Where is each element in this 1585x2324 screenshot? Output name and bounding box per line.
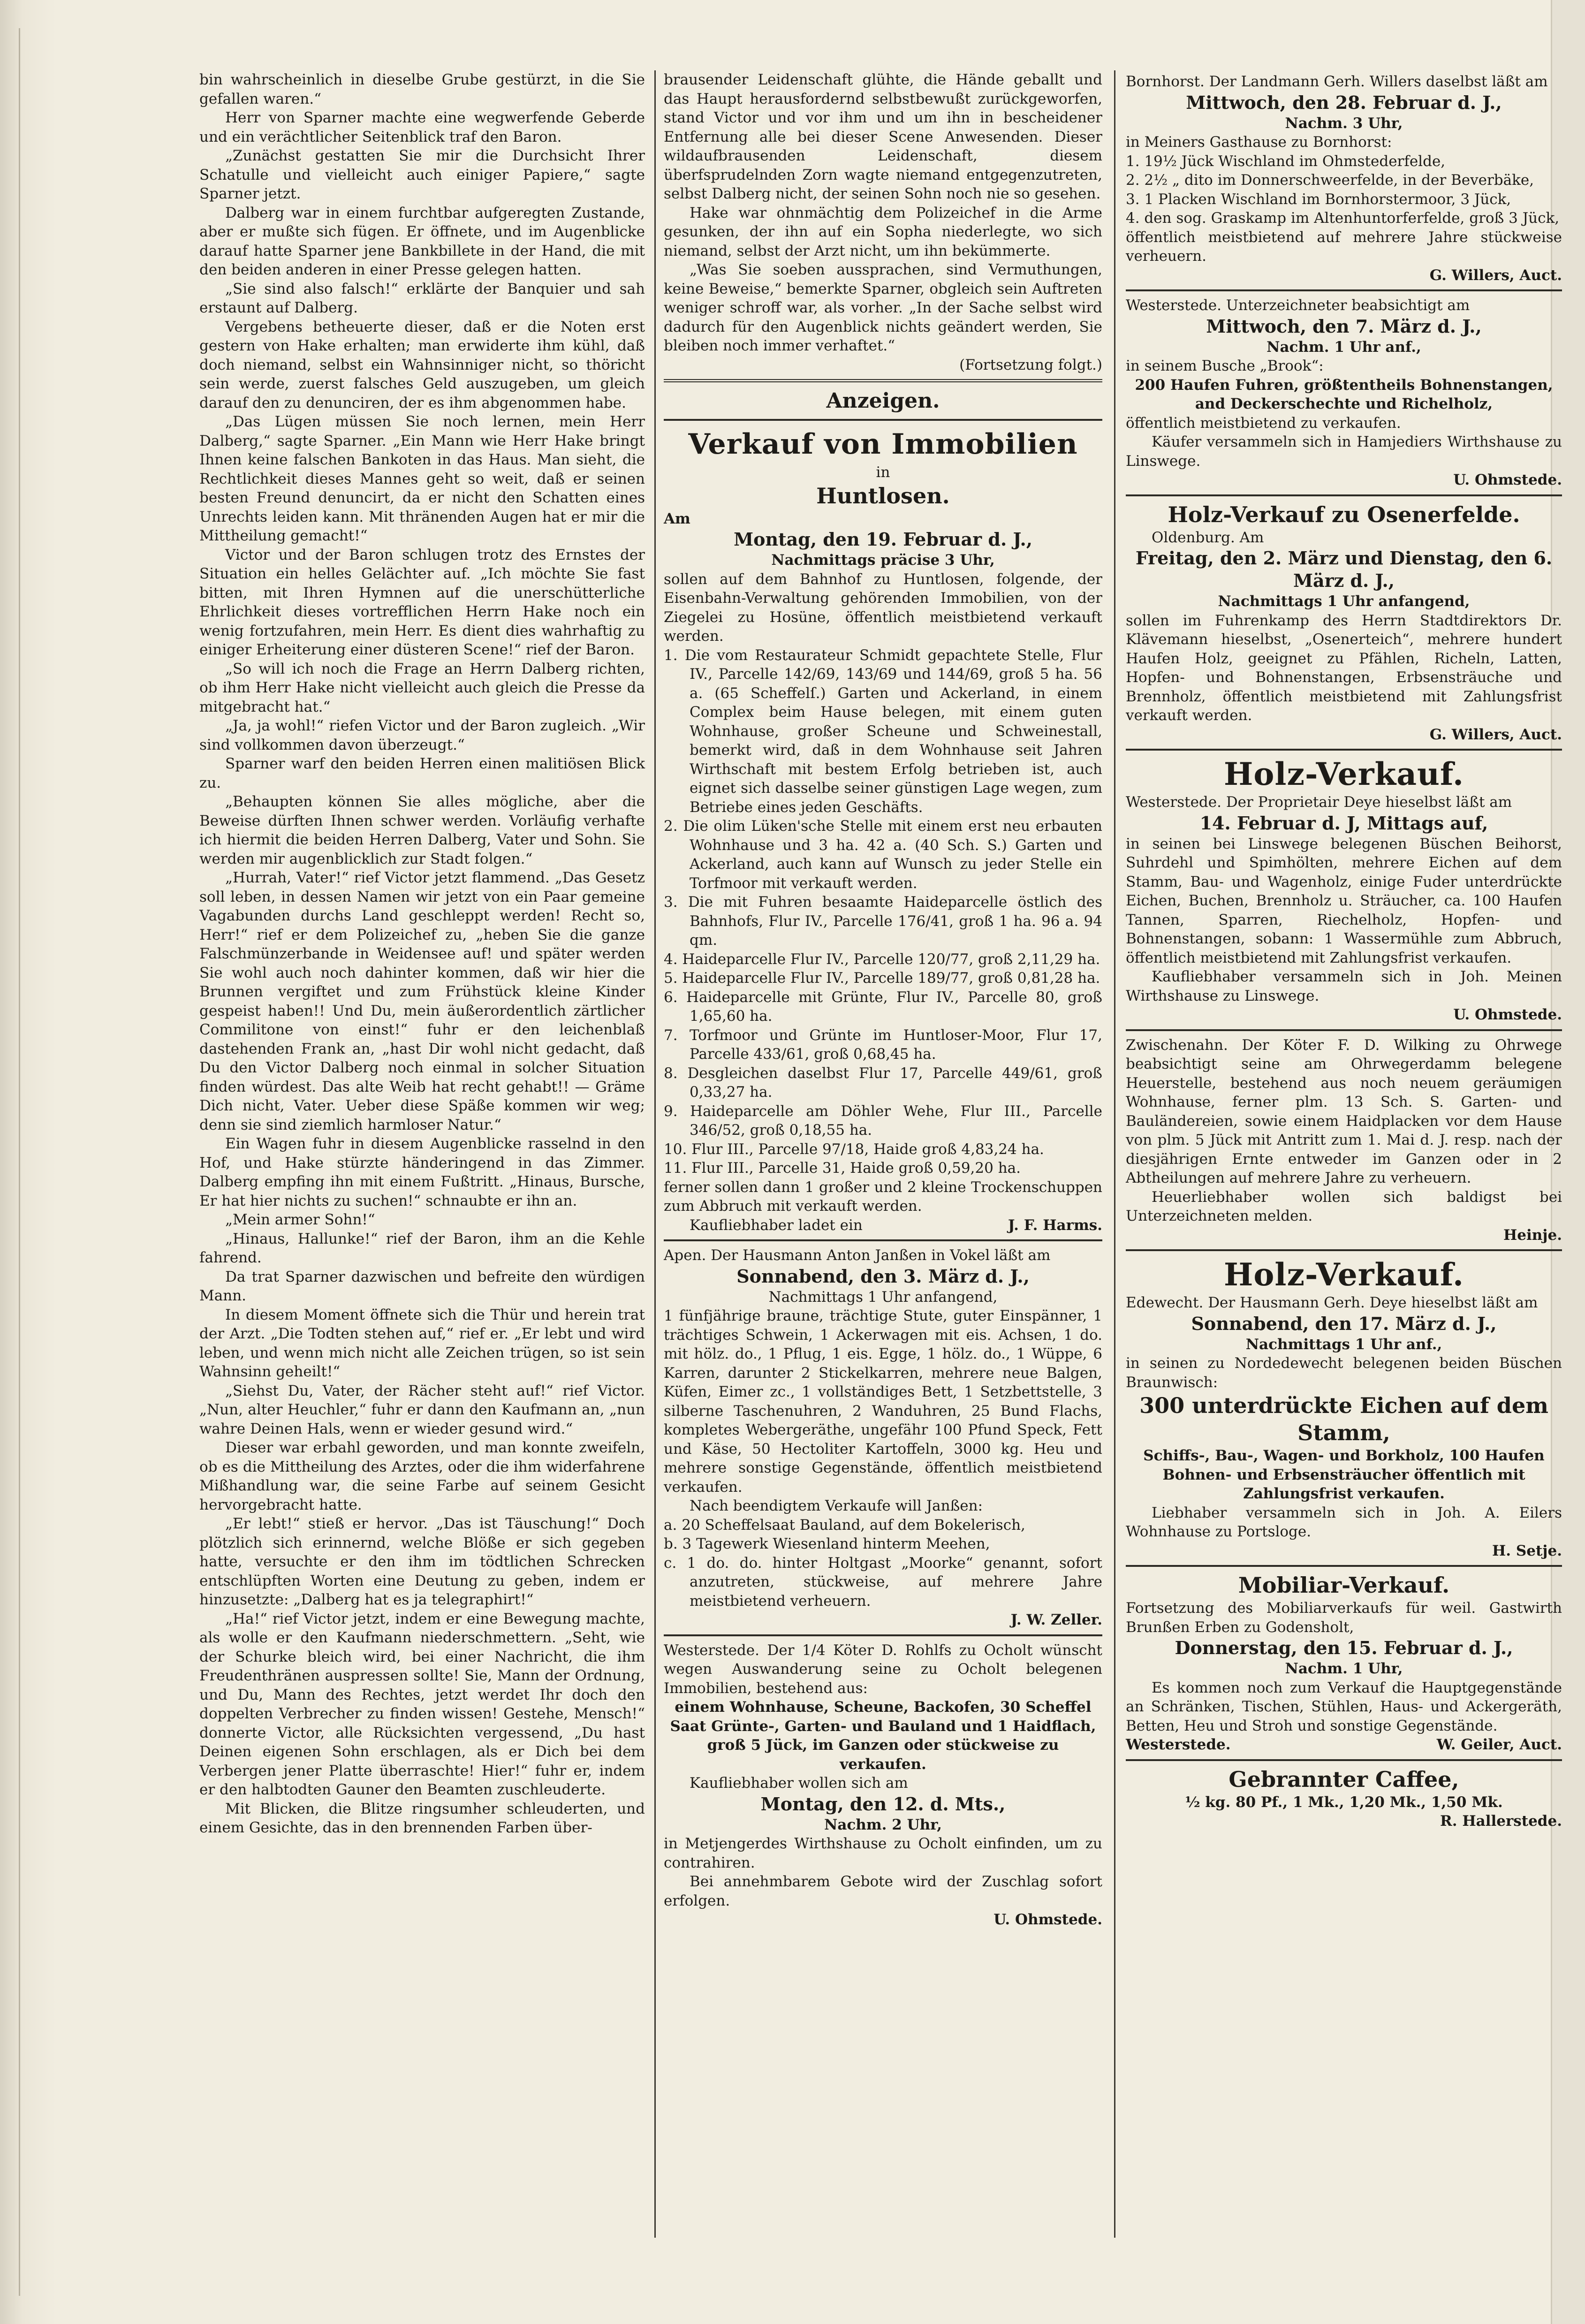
continuation-note: (Fortsetzung folgt.) xyxy=(959,356,1102,373)
ad-signature: H. Setje. xyxy=(1492,1542,1562,1559)
paragraph: „Siehst Du, Vater, der Rächer steht auf!“ rief Victor. „Nun, alter Heuchler,“ fuhr er dann den Kaufmann an, „nun wahre Deinen Hals, wenn er wieder gesund wird.“ xyxy=(199,1382,645,1437)
ad-text: Kaufliebhaber versammeln sich in Joh. Meinen Wirthshause zu Linswege. xyxy=(1126,968,1562,1004)
ad-caffee xyxy=(1126,1766,1562,1831)
ad-text: Am xyxy=(664,510,690,527)
paragraph: Vergebens betheuerte dieser, daß er die Noten erst gestern von Hake erhalten; man erwiderte ihm kühl, daß doch niemand, selbst ein Wahnsinniger nicht, so thöricht sein werde, zuerst falsches Geld auszugeben, um gleich darauf den zu denunciren, der es ihm abgenommen habe. xyxy=(199,318,645,411)
ad-text: sollen auf dem Bahnhof zu Huntlosen, folgende, der Eisenbahn-Verwaltung gehörenden Immobilien, von der Ziegelei zu Hosüne, öffentlich meistbietend verkauft werden. xyxy=(664,570,1102,645)
list-item: 3. Die mit Fuhren besaamte Haideparcelle östlich des Bahnhofs, Flur IV., Parcelle 176/41, groß 1 ha. 96 a. 94 qm. xyxy=(664,894,1102,949)
list-item: 7. Torfmoor und Grünte im Huntloser-Moor, Flur 17, Parcelle 433/61, groß 0,68,45 ha. xyxy=(664,1026,1102,1063)
ad-text: einem Wohnhause, Scheune, Backofen, 30 Scheffel Saat Grünte-, Garten- und Bauland und 1 Haidflach, groß 5 Jück, im Ganzen oder stückweise zu verkaufen. xyxy=(670,1699,1096,1773)
ad-signature: Kaufliebhaber ladet ein J. F. Harms. xyxy=(690,1216,1102,1234)
ad-signature: G. Willers, Auct. xyxy=(1429,726,1562,743)
ad-text: in Meiners Gasthause zu Bornhorst: xyxy=(1126,134,1392,151)
ad-signature: G. Willers, Auct. xyxy=(1429,266,1562,284)
ad-time: Nachm. 1 Uhr, xyxy=(1285,1660,1403,1677)
list-item: 4. Haideparcelle Flur IV., Parcelle 120/77, groß 2,11,29 ha. xyxy=(664,950,1100,968)
paragraph: bin wahrscheinlich in dieselbe Grube gestürzt, in die Sie gefallen waren.“ xyxy=(199,71,645,107)
ad-signature: U. Ohmstede. xyxy=(993,1911,1102,1928)
ad-apen xyxy=(664,1246,1102,1630)
ad-time: Nachmittags 1 Uhr anf., xyxy=(1245,1336,1442,1353)
ad-bornhorst xyxy=(1126,72,1562,285)
paragraph: „Das Lügen müssen Sie noch lernen, mein Herr Dalberg,“ sagte Sparner. „Ein Mann wie Herr Hake bringt Ihnen keine falschen Bankoten in das Haus. Man sieht, die Rechtlichkeit dieses Mannes geht so weit, daß er seinen besten Freund denuncirt, da er nicht den Schatten eines Unrechts leiden kann. Mit thränenden Augen hat er mir die Mittheilung gemacht!“ xyxy=(199,413,645,544)
ad-place: Huntlosen. xyxy=(816,483,950,509)
paragraph: „Behaupten können Sie alles mögliche, aber die Beweise dürften Ihnen schwer werden. Vorläufig verhafte ich hiermit die beiden Herren Dalberg, Vater und Sohn. Sie werden mir augenblicklich zur Stadt folgen.“ xyxy=(199,793,645,867)
ad-time: Nachmittags präcise 3 Uhr, xyxy=(771,552,995,569)
ad-time: Nachm. 1 Uhr anf., xyxy=(1266,338,1421,356)
ad-date: 14. Februar d. J, Mittags auf, xyxy=(1199,812,1488,834)
divider xyxy=(664,379,1102,383)
paragraph: Ein Wagen fuhr in diesem Augenblicke rasselnd in den Hof, und Hake stürzte händeringend in das Zimmer. Dalberg empfing ihn mit einem Fußtritt. „Hinaus, Bursche, Er hat hier nichts zu suchen!“ schnaubte er ihn an. xyxy=(199,1135,645,1209)
ad-highlight: 300 unterdrückte Eichen auf dem Stamm, xyxy=(1139,1393,1548,1445)
paragraph: Dieser war erbahl geworden, und man konnte zweifeln, ob es die Mittheilung des Arztes, oder die ihm widerfahrene Mißhandlung war, die seine Farbe auf seinem Gesicht hervorgebracht hatte. xyxy=(199,1439,645,1513)
right-column xyxy=(1126,70,1562,1833)
ad-edewecht xyxy=(1126,1256,1562,1560)
ad-lead: Fortsetzung des Mobiliarverkaufs für weil. Gastwirth Brunßen Erben zu Godensholt, xyxy=(1126,1600,1562,1636)
ad-ocholt xyxy=(664,1641,1102,1929)
list-item: 4. den sog. Graskamp im Altenhuntorferfelde, groß 3 Jück, xyxy=(1126,210,1560,227)
list-item: 3. 1 Placken Wischland im Bornhorstermoor, 3 Jück, xyxy=(1126,190,1511,208)
ad-date: Montag, den 19. Februar d. J., xyxy=(734,529,1032,550)
paragraph: „Zunächst gestatten Sie mir die Durchsicht Ihrer Schatulle und vielleicht auch einiger Papiere,“ sagte Sparner jetzt. xyxy=(199,147,645,202)
paragraph: „Was Sie soeben aussprachen, sind Vermuthungen, keine Beweise,“ bemerkte Sparner, obgleich sein Auftreten weniger schroff war, als vorher. „In der Sache selbst wird dadurch für den Augenblick nichts geändert werden, Sie bleiben noch immer verhaftet.“ xyxy=(664,261,1102,354)
ad-text: Kaufliebhaber wollen sich am xyxy=(690,1775,908,1792)
ad-text: Es kommen noch zum Verkauf die Hauptgegenstände an Schränken, Tischen, Stühlen, Haus- und Ackergeräth, Betten, Heu und Stroh und sonstige Gegenstände. xyxy=(1126,1679,1562,1734)
ad-lead: Edewecht. Der Hausmann Gerh. Deye hieselbst läßt am xyxy=(1126,1294,1538,1311)
ad-immobilien xyxy=(664,425,1102,1235)
ad-text: ferner sollen dann 1 großer und 2 kleine Trockenschuppen zum Abbruch mit verkauft werden. xyxy=(664,1178,1102,1215)
list-item: 10. Flur III., Parcelle 97/18, Haide groß 4,83,24 ha. xyxy=(664,1140,1044,1158)
ad-linswege xyxy=(1126,755,1562,1025)
ad-lead: Zwischenahn. Der Köter F. D. Wilking zu Ohrwege beabsichtigt seine am Ohrwegerdamm belegene Heuerstelle, bestehend aus noch neuem geräumigen Wohnhause, ferner plm. 13 Sch. S. Garten- und Bauländereien, sowie einem Haidplacken vor dem Hause von plm. 5 Jück mit Antritt zum 1. Mai d. J. resp. nach der diesjährigen Ernte entweder im Ganzen oder in 2 Abtheilungen auf mehrere Jahre zu verheuern. xyxy=(1126,1036,1562,1186)
ad-time: Nachmittags 1 Uhr anfangend, xyxy=(768,1288,998,1306)
ad-title: Gebrannter Caffee, xyxy=(1229,1766,1459,1792)
ad-lead: Oldenburg. Am xyxy=(1152,529,1264,546)
list-item: c. 1 do. do. hinter Holtgast „Moorke“ genannt, sofort anzutreten, stückweise, auf mehrere Jahre meistbietend verheuern. xyxy=(664,1554,1102,1610)
ad-lead: Bornhorst. Der Landmann Gerh. Willers daselbst läßt am xyxy=(1126,73,1548,90)
ad-signature: R. Hallerstede. xyxy=(1440,1813,1562,1830)
ad-text: in Metjengerdes Wirthshause zu Ocholt einfinden, um zu contrahiren. xyxy=(664,1835,1102,1871)
paragraph: Mit Blicken, die Blitze ringsumher schleuderten, und einem Gesichte, das in den brennenden Farben über- xyxy=(199,1800,645,1836)
paragraph: „Mein armer Sohn!“ xyxy=(225,1211,375,1228)
ad-lead: Westerstede. Der Proprietair Deye hieselbst läßt am xyxy=(1126,794,1512,811)
list-item: 11. Flur III., Parcelle 31, Haide groß 0,59,20 ha. xyxy=(664,1160,1021,1177)
ad-text: Käufer versammeln sich in Hamjediers Wirthshause zu Linswege. xyxy=(1126,433,1562,470)
list-item: b. 3 Tagewerk Wiesenland hinterm Meehen, xyxy=(664,1535,990,1552)
ad-text: Liebhaber versammeln sich in Joh. A. Eilers Wohnhause zu Portsloge. xyxy=(1126,1504,1562,1540)
ad-text: Bei annehmbarem Gebote wird der Zuschlag sofort erfolgen. xyxy=(664,1873,1102,1909)
ad-signature: U. Ohmstede. xyxy=(1453,471,1562,488)
paragraph: „Hurrah, Vater!“ rief Victor jetzt flammend. „Das Gesetz soll leben, in dessen Namen wir jetzt von ein Paar gemeine Vagabunden durchs Land geschleppt werden! Recht so, Herr!“ rief er dem Polizeichef zu, „heben Sie die ganze Falschmünzerbande in Weidensee auf! und später werden Sie wohl auch noch dahinter kommen, daß wir hier die Brunnen vergiftet und zum Frühstück kleine Kinder gespeist haben!! Und Du, mein äußerordentlich zärtlicher Commilitone von einst!“ fuhr er den leichenblaß dastehenden Frank an, „hast Dir wohl nicht gedacht, daß Du den Victor Dalberg noch einmal in solcher Situation finden würdest. Das alte Weib hat recht gehabt!! — Gräme Dich nicht, Vater. Ueber diese Späße kommen wir weg; denn sie sind ziemlich harmloser Natur.“ xyxy=(199,869,645,1133)
ad-title: Holz-Verkauf. xyxy=(1224,756,1464,792)
ad-text: 1 fünfjährige braune, trächtige Stute, guter Einspänner, 1 trächtiges Schwein, 1 Ackerwagen mit eis. Achsen, 1 do. mit hölz. do., 1 Pflug, 1 eis. Egge, 1 hölz. do., 1 Wüppe, 6 Karren, darunter 2 Stickelkarren, mehrere neue Balgen, Küfen, Eimer zc., 1 vollständiges Bett, 1 Setzbettstelle, 3 silberne Taschenuhren, 2 Wanduhren, 25 Bund Flachs, kompletes Webergeräthe, ungefähr 100 Pfund Speck, Fett und Käse, 50 Hectoliter Kartoffeln, 3000 kg. Heu und mehrere sonstige Gegenstände, öffentlich meistbietend verkaufen. xyxy=(664,1307,1102,1496)
paragraph: In diesem Moment öffnete sich die Thür und herein trat der Arzt. „Die Todten stehen auf,“ rief er. „Er lebt und wird leben, und wenn mich nicht alle Zeichen trügen, so ist sein Wahnsinn geheilt!“ xyxy=(199,1306,645,1380)
ad-text: Schiffs-, Bau-, Wagen- und Borkholz, 100 Haufen Bohnen- und Erbsensträucher öffentlich mit Zahlungsfrist verkaufen. xyxy=(1143,1447,1545,1502)
column-rule xyxy=(1114,70,1115,2238)
ad-date: Freitag, den 2. März und Dienstag, den 6. März d. J., xyxy=(1135,547,1553,591)
paragraph: Sparner warf den beiden Herren einen malitiösen Blick zu. xyxy=(199,755,645,791)
ad-brook xyxy=(1126,296,1562,490)
ad-mobiliar xyxy=(1126,1572,1562,1754)
list-item: 6. Haideparcelle mit Grünte, Flur IV., Parcelle 80, groß 1,65,60 ha. xyxy=(664,988,1102,1025)
paragraph: Herr von Sparner machte eine wegwerfende Geberde und ein verächtlicher Seitenblick traf den Baron. xyxy=(199,109,645,145)
ad-text: Heuerliebhaber wollen sich baldigst bei Unterzeichneten melden. xyxy=(1126,1188,1562,1224)
middle-column xyxy=(664,70,1102,1931)
ad-prices: ½ kg. 80 Pf., 1 Mk., 1,20 Mk., 1,50 Mk. xyxy=(1185,1793,1503,1811)
paragraph: „Ja, ja wohl!“ riefen Victor und der Baron zugleich. „Wir sind vollkommen davon überzeugt.“ xyxy=(199,717,645,753)
paragraph: Victor und der Baron schlugen trotz des Ernstes der Situation ein helles Gelächter auf. „Ich möchte Sie fast bitten, mit Ihren Hymnen auf die unerschütterliche Ehrlichkeit dieses vortrefflichen Herrn Hake noch ein wenig fortzufahren, mein Herr. Es dient dies wahrhaftig zu einiger Erheiterung einer düsteren Scene!“ rief der Baron. xyxy=(199,546,645,658)
ad-title: Verkauf von Immobilien xyxy=(688,428,1078,461)
ad-signature: J. W. Zeller. xyxy=(1010,1611,1102,1628)
column-rule xyxy=(654,70,656,2238)
divider xyxy=(1126,749,1562,751)
ad-title: Holz-Verkauf zu Osenerfelde. xyxy=(1168,501,1520,527)
story-column xyxy=(199,70,645,1838)
list-item: 8. Desgleichen daselbst Flur 17, Parcelle 449/61, groß 0,33,27 ha. xyxy=(664,1064,1102,1101)
ad-time: Nachm. 3 Uhr, xyxy=(1285,114,1403,132)
ad-date: Sonnabend, den 17. März d. J., xyxy=(1191,1313,1497,1334)
divider xyxy=(1126,1759,1562,1761)
divider xyxy=(1126,289,1562,291)
ad-text: Nach beendigtem Verkaufe will Janßen: xyxy=(690,1497,983,1514)
divider xyxy=(664,419,1102,421)
ad-signature: Westerstede. W. Geiler, Auct. xyxy=(1126,1736,1562,1753)
ad-text: öffentlich meistbietend zu verkaufen. xyxy=(1126,414,1401,432)
paragraph: „Sie sind also falsch!“ erklärte der Banquier und sah erstaunt auf Dalberg. xyxy=(199,280,645,316)
ad-text: in seinen bei Linswege belegenen Büschen Beihorst, Suhrdehl und Spimhölten, mehrere Eichen auf dem Stamm, Bau- und Wagenholz, einige Fuder unterdrückte Eichen, Buchen, Brennholz u. Sträucher, ca. 100 Haufen Tannen, Sparren, Riechelholz, Hopfen- und Bohnenstangen, sobann: 1 Wassermühle zum Abbruch, öffentlich meistbietend mit Zahlungsfrist verkaufen. xyxy=(1126,835,1562,966)
divider xyxy=(664,1634,1102,1636)
ad-text: öffentlich meistbietend auf mehrere Jahre stückweise verheuern. xyxy=(1126,228,1562,265)
list-item: 2. Die olim Lüken'sche Stelle mit einem erst neu erbauten Wohnhause und 3 ha. 42 a. (40 Sch. S.) Garten und Ackerland, auch kann auf Wunsch zu jeder Stelle ein Torfmoor mit verkauft werden. xyxy=(664,818,1102,892)
divider xyxy=(1126,1565,1562,1567)
ad-text: in seinem Busche „Brook“: xyxy=(1126,357,1324,374)
list-item: 1. 19½ Jück Wischland im Ohmstederfelde, xyxy=(1126,152,1446,170)
anzeigen-heading: Anzeigen. xyxy=(826,389,940,413)
ad-date: Sonnabend, den 3. März d. J., xyxy=(736,1265,1030,1287)
ad-ohrwege xyxy=(1126,1036,1562,1245)
paragraph: Dalberg war in einem furchtbar aufgeregten Zustande, aber er mußte sich fügen. Er öffnete, und im Augenblicke darauf hatte Sparner jene Bankbillete in der Hand, die mit den beiden anderen in einer Presse gelegen hatten. xyxy=(199,204,645,278)
ad-text: 200 Haufen Fuhren, größtentheils Bohnenstangen, and Deckerschechte und Richelholz, xyxy=(1135,376,1553,412)
divider xyxy=(1126,1029,1562,1031)
paragraph: „Er lebt!“ stieß er hervor. „Das ist Täuschung!“ Doch plötzlich sich erinnernd, welche Blöße er sich gegeben hatte, versuchte er den ihm im tödtlichen Schrecken entschlüpften Worten eine Deutung zu geben, indem er hinzusetzte: „Dalberg hat es ja telegraphirt!“ xyxy=(199,1515,645,1608)
ad-lead: Westerstede. Der 1/4 Köter D. Rohlfs zu Ocholt wünscht wegen Auswanderung seine zu Ocholt belegenen Immobilien, bestehend aus: xyxy=(664,1641,1102,1697)
ad-text: in xyxy=(876,464,890,481)
ad-lead: Westerstede. Unterzeichneter beabsichtigt am xyxy=(1126,297,1470,314)
paragraph: „Ha!“ rief Victor jetzt, indem er eine Bewegung machte, als wolle er den Kaufmann niederschmettern. „Seht, wie der Schurke bleich wird, bei einer Nachricht, die ihm Freudenthränen auspressen sollte! Sie, Mann der Ordnung, und Du, Mann des Rechtes, jetzt werdet Ihr doch den doppelten Verbrecher zu finden wissen! Gestehe, Mensch!“ donnerte Victor, alle Rücksichten vergessend, „Du hast Deinen eigenen Sohn erschlagen, als er Dich bei dem Verbergen jener Platte überraschte! Hier!“ fuhr er, indem er den halbtodten Gauner den Beamten zuschleuderte. xyxy=(199,1610,645,1798)
ad-date: Montag, den 12. d. Mts., xyxy=(760,1793,1006,1815)
ad-date: Mittwoch, den 28. Februar d. J., xyxy=(1186,91,1502,113)
ad-text: in seinen zu Nordedewecht belegenen beiden Büschen Braunwisch: xyxy=(1126,1355,1562,1391)
paragraph: Hake war ohnmächtig dem Polizeichef in die Arme gesunken, der ihn auf ein Sopha niederlegte, wo sich niemand, selbst der Arzt nicht, um ihn bekümmerte. xyxy=(664,204,1102,259)
paragraph: „Hinaus, Hallunke!“ rief der Baron, ihm an die Kehle fahrend. xyxy=(199,1230,645,1266)
list-item: 5. Haideparcelle Flur IV., Parcelle 189/77, groß 0,81,28 ha. xyxy=(664,970,1100,987)
divider xyxy=(664,1239,1102,1241)
list-item: 2. 2½ „ dito im Donnerschweerfelde, in der Beverbäke, xyxy=(1126,172,1534,189)
ad-signature: U. Ohmstede. xyxy=(1453,1006,1562,1023)
binding-edge xyxy=(0,0,56,2324)
ad-time: Nachmittags 1 Uhr anfangend, xyxy=(1218,593,1470,610)
list-item: a. 20 Scheffelsaat Bauland, auf dem Bokelerisch, xyxy=(664,1516,1025,1534)
ad-osenerfelde xyxy=(1126,501,1562,744)
list-item: 1. Die vom Restaurateur Schmidt gepachtete Stelle, Flur IV., Parcelle 142/69, 143/69 und 144/69, groß 5 ha. 56 a. (65 Scheffelſ.) Garten und Ackerland, in einem Complex beim Hause belegen, mit einem guten Wohnhause, großer Scheune und Schweinestall, bemerkt wird, daß in dem Wohnhause seit Jahren Wirthschaft mit bestem Erfolg betrieben ist, auch eignet sich dasselbe seiner günstigen Lage wegen, zum Betriebe eines jeden Geschäfts. xyxy=(664,646,1102,816)
divider xyxy=(1126,1249,1562,1251)
ad-text: sollen im Fuhrenkamp des Herrn Stadtdirektors Dr. Klävemann hieselbst, „Osenerteich“, mehrere hundert Haufen Holz, geeignet zu Pfählen, Richeln, Latten, Hopfen- und Bohnenstangen, Erbsensträuche und Brennholz, öffentlich meistbietend mit Zahlungsfrist verkauft werden. xyxy=(1126,612,1562,724)
ad-date: Donnerstag, den 15. Februar d. J., xyxy=(1175,1637,1513,1658)
ad-date: Mittwoch, den 7. März d. J., xyxy=(1206,315,1482,337)
paragraph: brausender Leidenschaft glühte, die Hände geballt und das Haupt herausfordernd selbstbewußt zurückgeworfen, stand Victor und vor ihm und um ihn in bescheidener Entfernung alle bei dieser Scene Anwesenden. Dieser wildaufbrausenden Leidenschaft, diesem überfsprudelnden Zorn wagte niemand entgegenzutreten, selbst Dalberg nicht, der seinen Sohn noch nie so gesehen. xyxy=(664,71,1102,202)
ad-title: Holz-Verkauf. xyxy=(1224,1256,1464,1293)
list-item: 9. Haideparcelle am Döhler Wehe, Flur III., Parcelle 346/52, groß 0,18,55 ha. xyxy=(664,1102,1102,1139)
paragraph: „So will ich noch die Frage an Herrn Dalberg richten, ob ihm Herr Hake nicht vielleicht auch gleich die Presse da mitgebracht hat.“ xyxy=(199,660,645,715)
ad-title: Mobiliar-Verkauf. xyxy=(1238,1572,1450,1598)
divider xyxy=(1126,494,1562,496)
ad-lead: Apen. Der Hausmann Anton Janßen in Vokel läßt am xyxy=(664,1247,1051,1264)
ad-signature: Heinje. xyxy=(1503,1226,1562,1244)
paragraph: Da trat Sparner dazwischen und befreite den würdigen Mann. xyxy=(199,1268,645,1304)
ad-time: Nachm. 2 Uhr, xyxy=(824,1816,942,1833)
